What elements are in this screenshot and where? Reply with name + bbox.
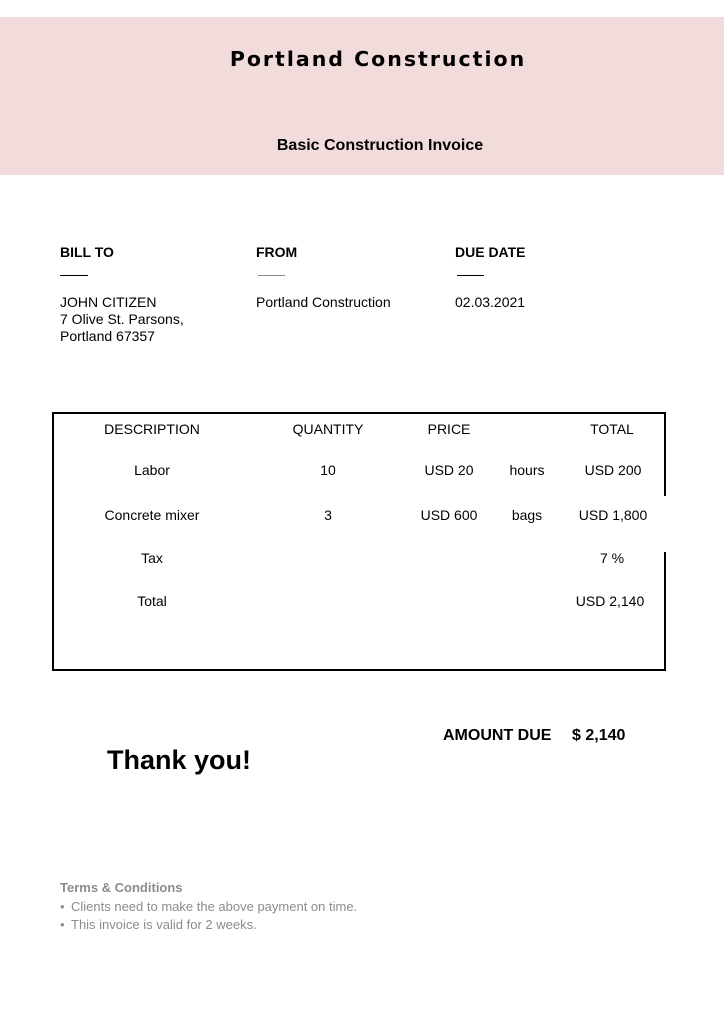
row-2-description: Concrete mixer <box>104 507 200 523</box>
row-4-total: USD 2,140 <box>575 593 645 609</box>
row-4-description: Total <box>137 593 167 609</box>
row-1-quantity: 10 <box>320 462 336 478</box>
bill-to-label: BILL TO <box>60 244 114 260</box>
row-1-description: Labor <box>134 462 170 478</box>
table-border-gap <box>664 496 666 552</box>
from-text: Portland Construction <box>256 294 391 310</box>
terms-item: • This invoice is valid for 2 weeks. <box>60 916 357 934</box>
header-quantity: QUANTITY <box>292 421 364 437</box>
header-description: DESCRIPTION <box>104 421 200 437</box>
terms-item: • Clients need to make the above payment on time. <box>60 898 357 916</box>
amount-due-label: AMOUNT DUE <box>443 727 552 744</box>
due-date-label: DUE DATE <box>455 244 526 260</box>
from-divider <box>258 275 285 276</box>
thank-you-message: Thank you! <box>107 745 252 775</box>
row-3-total: 7 % <box>599 550 625 566</box>
bill-to-divider <box>60 275 88 276</box>
due-date-divider <box>457 275 484 276</box>
from-label: FROM <box>256 244 298 260</box>
row-2-unit: bags <box>511 507 543 523</box>
terms-title: Terms & Conditions <box>60 880 183 895</box>
amount-due-value: $ 2,140 <box>572 727 626 744</box>
invoice-title: Basic Construction Invoice <box>276 137 484 154</box>
row-2-total: USD 1,800 <box>578 507 648 523</box>
row-1-total: USD 200 <box>584 462 642 478</box>
due-date-value: 02.03.2021 <box>455 294 526 310</box>
row-3-description: Tax <box>141 550 163 566</box>
row-1-unit: hours <box>509 462 545 478</box>
row-2-price: USD 600 <box>420 507 478 523</box>
row-2-quantity: 3 <box>324 507 332 523</box>
company-name: Portland Construction <box>229 47 527 71</box>
bill-to-address: JOHN CITIZEN 7 Olive St. Parsons, Portland 67357 <box>60 294 184 344</box>
header-total: TOTAL <box>590 421 634 437</box>
terms-list <box>60 898 357 934</box>
header-price: PRICE <box>427 421 471 437</box>
row-1-price: USD 20 <box>424 462 474 478</box>
items-table <box>52 412 666 671</box>
